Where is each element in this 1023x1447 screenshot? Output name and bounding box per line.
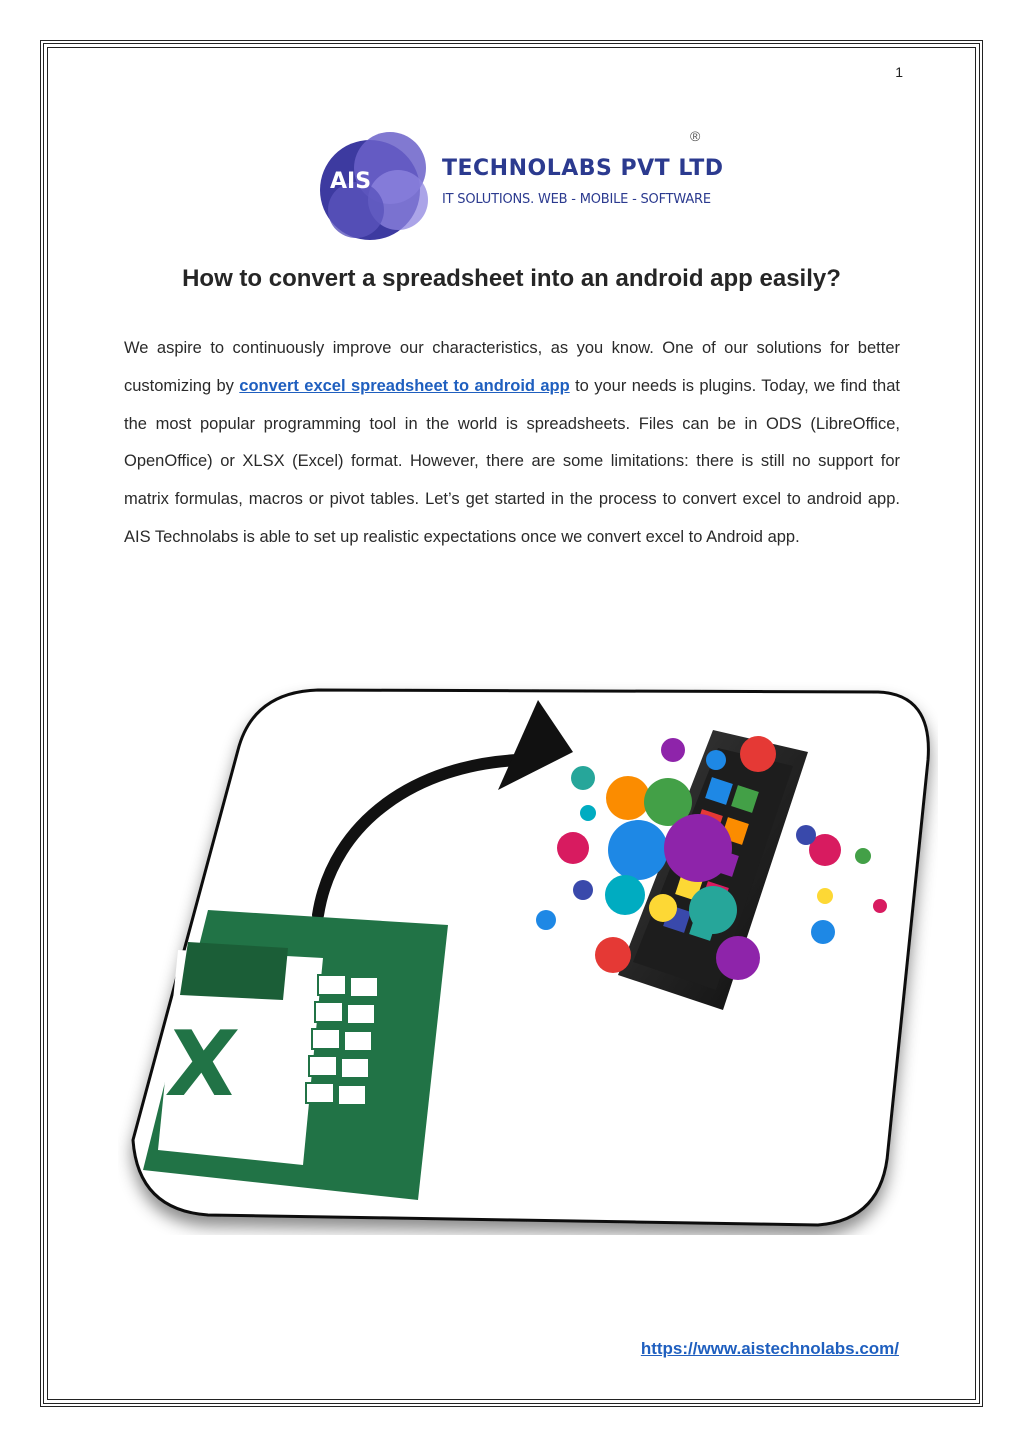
logo-tagline: IT SOLUTIONS. WEB - MOBILE - SOFTWARE	[442, 192, 711, 207]
ais-logo-mark-icon	[318, 128, 438, 243]
registered-symbol: ®	[690, 128, 701, 144]
logo-mark-text: AIS	[330, 169, 372, 194]
logo-brand-name: TECHNOLABS PVT LTD	[442, 156, 724, 181]
company-logo	[318, 128, 724, 243]
paragraph-text-part2: to your needs is plugins. Today, we find that the most popular programming tool in the world is spreadsheets. Files can be in ODS (LibreOffice, OpenOffice) or XLSX (Excel) format. However, there are some limitations: there is still no support for matrix formulas, macros or pivot tables. Let’s get started in the process to convert excel to android app. AIS Technolabs is able to set up realistic expectations once we convert excel to Android app.	[124, 376, 900, 546]
excel-letter-x: X	[162, 1012, 243, 1117]
website-url-link[interactable]: https://www.aistechnolabs.com/	[640, 1339, 899, 1358]
intro-paragraph	[124, 330, 900, 557]
paragraph-text-part1: We aspire to continuously improve our characteristics, as you know. One of our solutions for better customizing by	[124, 339, 900, 395]
excel-to-android-illustration	[118, 680, 938, 1235]
document-title: How to convert a spreadsheet into an android app easily?	[182, 265, 841, 292]
page-number: 1	[895, 64, 903, 80]
excel-icon	[143, 910, 448, 1200]
convert-excel-link[interactable]: convert excel spreadsheet to android app	[239, 376, 570, 395]
